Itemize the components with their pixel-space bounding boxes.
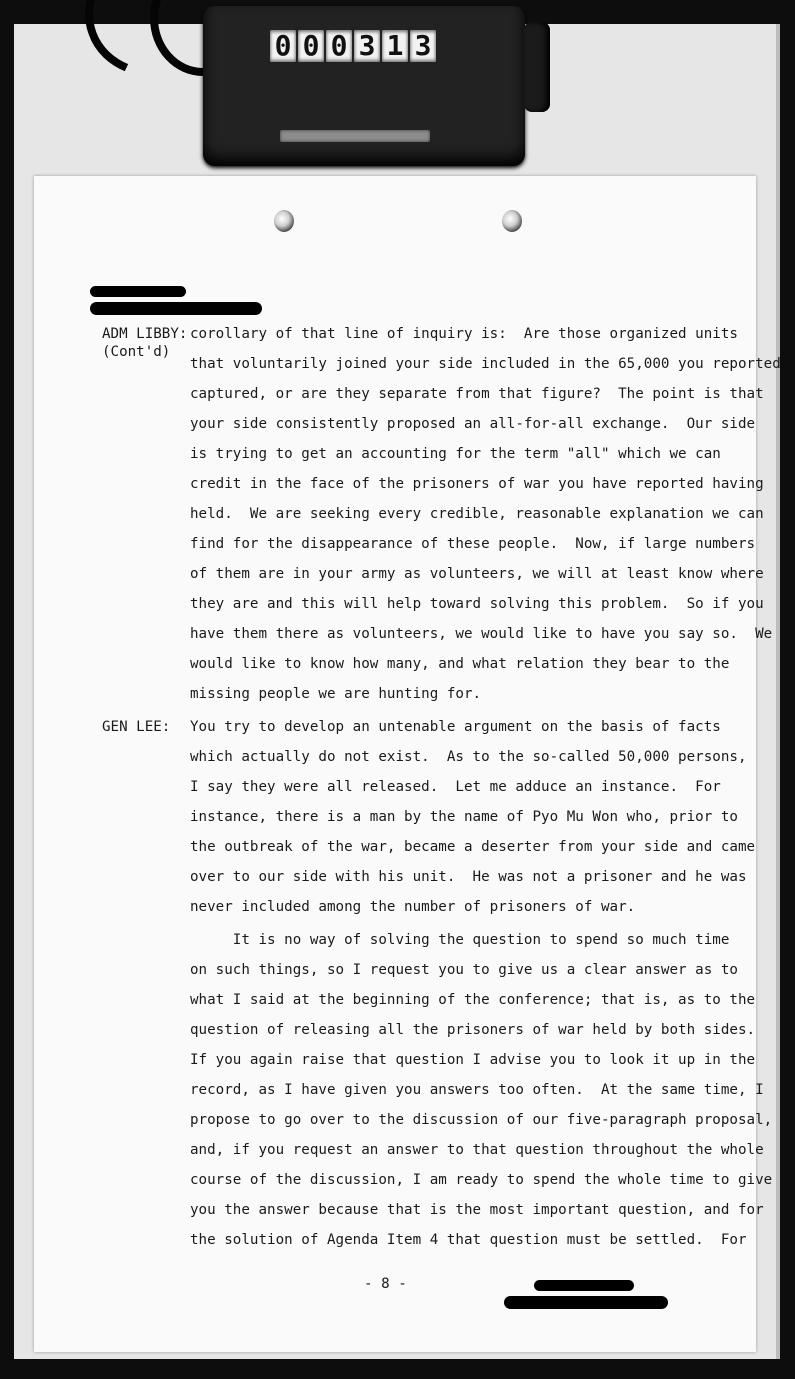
speaker-continued: (Cont'd) <box>102 344 171 360</box>
text-line: held. We are seeking every credible, reasonable explanation we can <box>190 506 764 522</box>
text-line: course of the discussion, I am ready to spend the whole time to give <box>190 1172 773 1188</box>
text-line: If you again raise that question I advise you to look it up in the <box>190 1052 756 1068</box>
counter-digit: 0 <box>326 30 352 62</box>
speaker-label: GEN LEE: <box>102 719 171 735</box>
text-line: your side consistently proposed an all-for-all exchange. Our side <box>190 416 756 432</box>
classification-redaction-bottom <box>534 1280 634 1291</box>
punch-hole-right <box>502 210 522 232</box>
text-line: missing people we are hunting for. <box>190 686 482 702</box>
text-line: is trying to get an accounting for the term "all" which we can <box>190 446 721 462</box>
punch-hole-left <box>274 210 294 232</box>
text-line: they are and this will help toward solving this problem. So if you <box>190 596 764 612</box>
text-line: I say they were all released. Let me adduce an instance. For <box>190 779 721 795</box>
text-line: propose to go over to the discussion of our five-paragraph proposal, <box>190 1112 773 1128</box>
classification-redaction-bottom <box>504 1296 668 1309</box>
counter-knob <box>524 22 550 112</box>
text-line: have them there as volunteers, we would like to have you say so. We <box>190 626 773 642</box>
classification-redaction-top <box>90 286 186 297</box>
text-line: of them are in your army as volunteers, we will at least know where <box>190 566 764 582</box>
text-line: that voluntarily joined your side included in the 65,000 you reported <box>190 356 781 372</box>
text-line: It is no way of solving the question to spend so much time <box>190 932 730 948</box>
text-line: question of releasing all the prisoners of war held by both sides. <box>190 1022 756 1038</box>
counter-digit: 3 <box>410 30 436 62</box>
text-line: record, as I have given you answers too often. At the same time, I <box>190 1082 764 1098</box>
text-line: credit in the face of the prisoners of war you have reported having <box>190 476 764 492</box>
text-line: over to our side with his unit. He was not a prisoner and he was <box>190 869 747 885</box>
frame-counter-digits <box>270 30 436 62</box>
text-line: find for the disappearance of these people. Now, if large numbers <box>190 536 756 552</box>
text-line: never included among the number of prisoners of war. <box>190 899 636 915</box>
text-line: on such things, so I request you to give us a clear answer as to <box>190 962 738 978</box>
text-line: which actually do not exist. As to the so-called 50,000 persons, <box>190 749 747 765</box>
counter-digit: 3 <box>354 30 380 62</box>
text-line: you the answer because that is the most important question, and for <box>190 1202 764 1218</box>
speaker-label: ADM LIBBY: <box>102 326 188 342</box>
counter-digit: 0 <box>298 30 324 62</box>
counter-digit: 0 <box>270 30 296 62</box>
text-line: You try to develop an untenable argument on the basis of facts <box>190 719 721 735</box>
counter-digit: 1 <box>382 30 408 62</box>
text-line: and, if you request an answer to that question throughout the whole <box>190 1142 764 1158</box>
document-page <box>34 176 781 1352</box>
page-number: - 8 - <box>364 1276 407 1292</box>
text-line: instance, there is a man by the name of Pyo Mu Won who, prior to <box>190 809 738 825</box>
classification-redaction-top <box>90 302 262 315</box>
text-line: would like to know how many, and what relation they bear to the <box>190 656 730 672</box>
text-line: the solution of Agenda Item 4 that question must be settled. For <box>190 1232 747 1248</box>
counter-plate <box>280 130 430 142</box>
text-line: captured, or are they separate from that figure? The point is that <box>190 386 764 402</box>
text-line: the outbreak of the war, became a deserter from your side and came <box>190 839 756 855</box>
text-line: what I said at the beginning of the conference; that is, as to the <box>190 992 756 1008</box>
text-line: corollary of that line of inquiry is: Are those organized units <box>190 326 738 342</box>
